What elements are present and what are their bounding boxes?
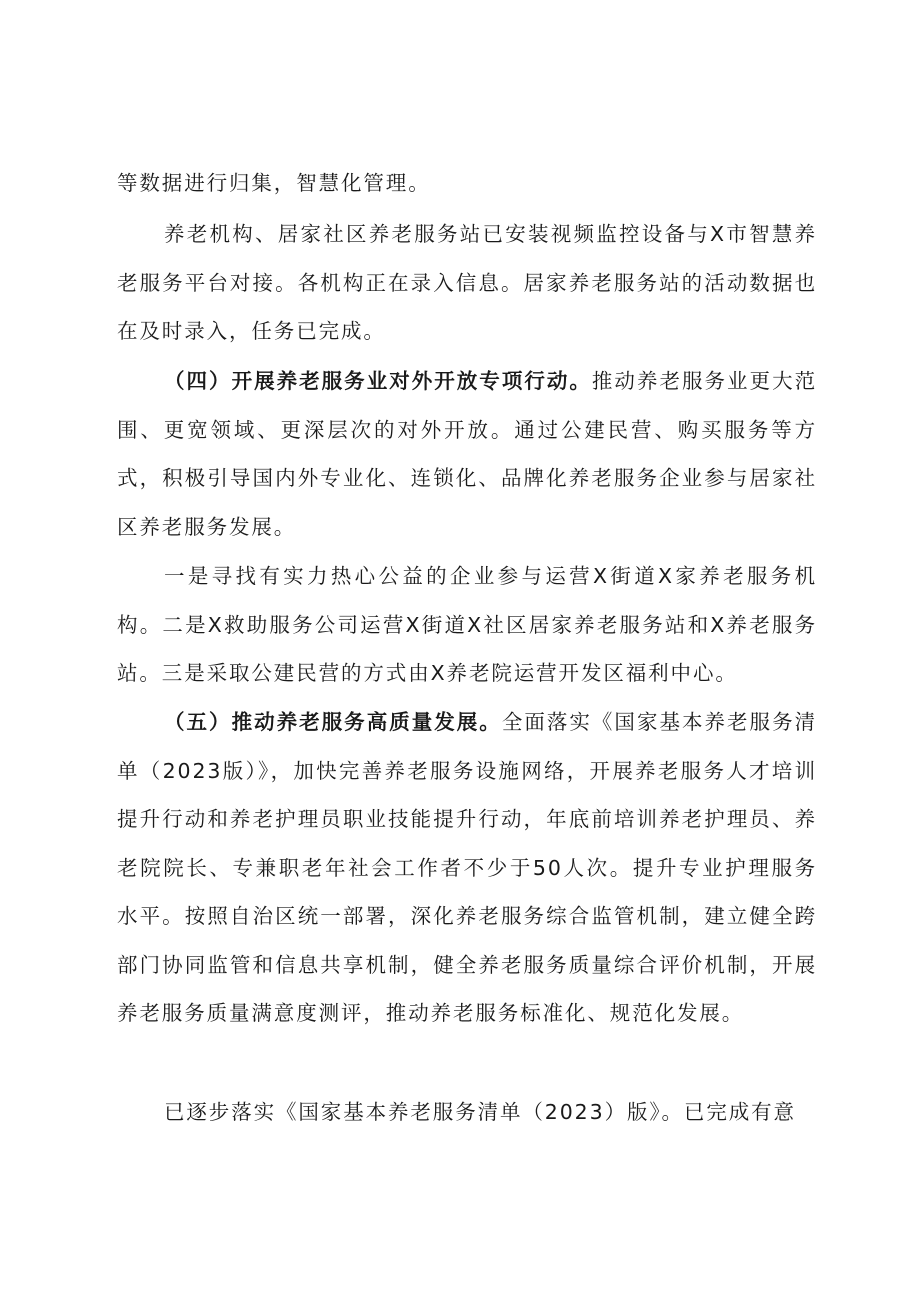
paragraph-implementation <box>117 1088 817 1137</box>
paragraph-section-four <box>117 357 817 551</box>
paragraph-video-monitoring <box>117 210 817 356</box>
paragraph-text: 养老机构、居家社区养老服务站已安装视频监控设备与X市智慧养老服务平台对接。各机构正在录入信息。居家养老服务站的活动数据也在及时录入，任务已完成。 <box>117 222 817 343</box>
section-heading-five: （五）推动养老服务高质量发展。 <box>164 710 502 734</box>
paragraph-operations <box>117 552 817 698</box>
paragraph-text: 一是寻找有实力热心公益的企业参与运营X街道X家养老服务机构。二是X救助服务公司运营X街道X社区居家养老服务站和X养老服务站。三是采取公建民营的方式由X养老院运营开发区福利中心。 <box>117 564 817 685</box>
section-heading-four: （四）开展养老服务业对外开放专项行动。 <box>164 369 592 393</box>
paragraph-text: 已逐步落实《国家基本养老服务清单（2023）版》。已完成有意 <box>164 1100 796 1124</box>
paragraph-section-five <box>117 698 817 1038</box>
paragraph-text: 推动养老服务业更大范围、更宽领域、更深层次的对外开放。通过公建民营、购买服务等方式，积极引导国内外专业化、连锁化、品牌化养老服务企业参与居家社区养老服务发展。 <box>117 369 817 539</box>
paragraph-text: 等数据进行归集，智慧化管理。 <box>117 171 431 195</box>
paragraph-data-collection <box>117 159 817 208</box>
paragraph-text: 全面落实《国家基本养老服务清单（2023版）》，加快完善养老服务设施网络，开展养老服务人才培训提升行动和养老护理员职业技能提升行动，年底前培训养老护理员、养老院院长、专兼职老年社会工作者不少于50人次。提升专业护理服务水平。按照自治区统一部署，深化养老服务综合监管机制，建立健全跨部门协同监管和信息共享机制，健全养老服务质量综合评价机制，开展养老服务质量满意度测评，推动养老服务标准化、规范化发展。 <box>117 710 818 1025</box>
